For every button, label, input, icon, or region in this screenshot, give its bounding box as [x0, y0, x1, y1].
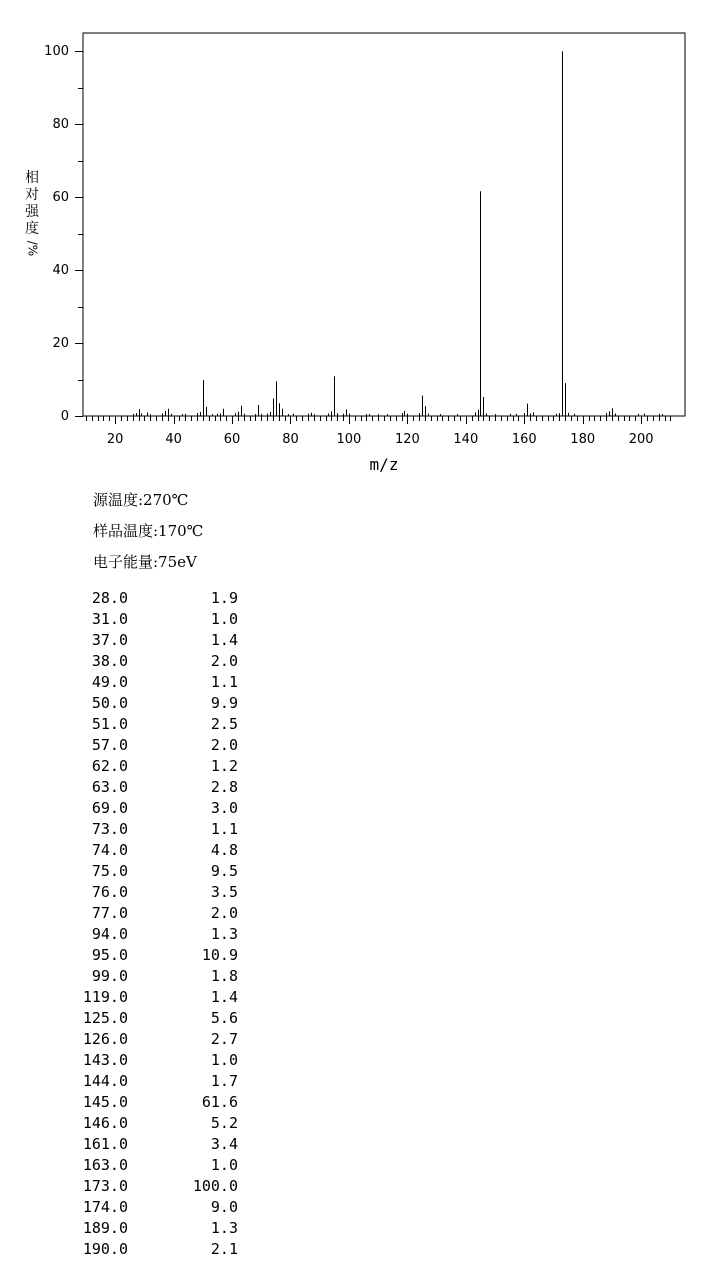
- y-axis: [44, 44, 83, 424]
- peak-mz: 62.0: [91, 757, 128, 775]
- peak-mz: 69.0: [91, 799, 128, 817]
- peak-table: [60, 588, 238, 1260]
- peak-table-row: [60, 945, 238, 966]
- peak-mz: 77.0: [91, 904, 128, 922]
- peak-mz: 144.0: [82, 1072, 128, 1090]
- peak-table-row: [60, 588, 238, 609]
- peak-table-row: [60, 672, 238, 693]
- y-tick-label: 80: [52, 117, 69, 133]
- peak-intensity: 3.4: [210, 1135, 238, 1153]
- peak-table-row: [60, 840, 238, 861]
- peak-intensity: 9.5: [210, 862, 238, 880]
- peak-intensity: 1.1: [210, 673, 238, 691]
- peak-intensity: 2.0: [210, 736, 238, 754]
- peak-mz: 75.0: [91, 862, 128, 880]
- peak-mz: 31.0: [91, 610, 128, 628]
- peak-intensity: 1.1: [210, 820, 238, 838]
- peak-table-row: [60, 1134, 238, 1155]
- peak-mz: 146.0: [82, 1114, 128, 1132]
- acquisition-parameters: [93, 490, 203, 583]
- y-tick-label: 100: [44, 44, 69, 60]
- peak-mz: 145.0: [82, 1093, 128, 1111]
- peak-mz: 28.0: [91, 589, 128, 607]
- sample-temperature: 样品温度:170℃: [93, 522, 204, 540]
- x-axis: [87, 416, 671, 447]
- peak-intensity: 9.0: [210, 1198, 238, 1216]
- peak-mz: 143.0: [82, 1051, 128, 1069]
- y-axis-label: [22, 170, 42, 257]
- x-tick-label: 140: [453, 432, 479, 447]
- peak-mz: 99.0: [91, 967, 128, 985]
- peak-intensity: 100.0: [192, 1177, 238, 1195]
- peak-table-row: [60, 1113, 238, 1134]
- peak-mz: 38.0: [91, 652, 128, 670]
- y-axis-label-unit: /%: [25, 240, 40, 257]
- peak-mz: 161.0: [82, 1135, 128, 1153]
- peak-intensity: 3.0: [210, 799, 238, 817]
- peak-table-row: [60, 798, 238, 819]
- peak-intensity: 2.5: [210, 715, 238, 733]
- peak-mz: 173.0: [82, 1177, 128, 1195]
- x-tick-label: 180: [570, 432, 596, 447]
- x-tick-label: 100: [336, 432, 362, 447]
- peak-intensity: 5.2: [210, 1114, 238, 1132]
- peak-intensity: 1.8: [210, 967, 238, 985]
- peak-mz: 57.0: [91, 736, 128, 754]
- peak-intensity: 2.1: [210, 1240, 238, 1258]
- y-tick-label: 40: [52, 263, 69, 279]
- peak-table-row: [60, 693, 238, 714]
- peak-intensity: 1.7: [210, 1072, 238, 1090]
- x-tick-label: 80: [282, 432, 299, 447]
- x-tick-label: 120: [394, 432, 420, 447]
- x-tick-label: 60: [223, 432, 241, 447]
- peak-mz: 49.0: [91, 673, 128, 691]
- peak-mz: 76.0: [91, 883, 128, 901]
- peak-table-row: [60, 1197, 238, 1218]
- y-tick-label: 20: [52, 336, 69, 352]
- peak-table-row: [60, 1050, 238, 1071]
- y-axis-label-char: 相: [25, 170, 39, 186]
- peak-mz: 119.0: [82, 988, 128, 1006]
- peak-table-row: [60, 609, 238, 630]
- y-axis-label-char: 对: [25, 187, 39, 203]
- peak-mz: 163.0: [82, 1156, 128, 1174]
- peak-mz: 94.0: [91, 925, 128, 943]
- x-axis-label: m/z: [369, 455, 399, 474]
- peak-mz: 125.0: [82, 1009, 128, 1027]
- electron-energy: 电子能量:75eV: [93, 553, 197, 571]
- peak-table-row: [60, 777, 238, 798]
- y-axis-label-char: 强: [25, 204, 39, 220]
- y-tick-label: 0: [60, 409, 69, 424]
- peak-table-row: [60, 735, 238, 756]
- peak-table-row: [60, 630, 238, 651]
- peak-intensity: 9.9: [210, 694, 238, 712]
- peak-intensity: 1.3: [210, 925, 238, 943]
- source-temperature: 源温度:270℃: [93, 491, 189, 509]
- peak-intensity: 1.0: [210, 1051, 238, 1069]
- peak-table-row: [60, 1008, 238, 1029]
- spectrum-bars: [134, 51, 663, 416]
- peak-table-row: [60, 1176, 238, 1197]
- peak-intensity: 2.8: [210, 778, 238, 796]
- peak-intensity: 4.8: [210, 841, 238, 859]
- x-tick-label: 200: [628, 432, 654, 447]
- peak-intensity: 1.0: [210, 1156, 238, 1174]
- x-tick-label: 160: [511, 432, 537, 447]
- peak-table-row: [60, 1071, 238, 1092]
- peak-intensity: 3.5: [210, 883, 238, 901]
- peak-intensity: 1.3: [210, 1219, 238, 1237]
- peak-intensity: 61.6: [201, 1093, 238, 1111]
- peak-mz: 73.0: [91, 820, 128, 838]
- peak-table-row: [60, 651, 238, 672]
- y-tick-label: 60: [52, 190, 69, 206]
- peak-table-row: [60, 1092, 238, 1113]
- peak-intensity: 10.9: [201, 946, 238, 964]
- peak-mz: 126.0: [82, 1030, 128, 1048]
- peak-mz: 37.0: [91, 631, 128, 649]
- peak-mz: 50.0: [91, 694, 128, 712]
- peak-intensity: 1.4: [210, 631, 238, 649]
- peak-mz: 95.0: [91, 946, 128, 964]
- peak-intensity: 2.0: [210, 904, 238, 922]
- peak-table-row: [60, 756, 238, 777]
- peak-table-row: [60, 1155, 238, 1176]
- peak-table-row: [60, 1029, 238, 1050]
- peak-table-row: [60, 1239, 238, 1260]
- peak-table-row: [60, 903, 238, 924]
- peak-intensity: 2.7: [210, 1030, 238, 1048]
- x-tick-label: 20: [106, 432, 124, 447]
- peak-table-row: [60, 987, 238, 1008]
- y-axis-label-char: 度: [25, 221, 39, 237]
- peak-mz: 74.0: [91, 841, 128, 859]
- peak-mz: 63.0: [91, 778, 128, 796]
- plot-frame: [83, 33, 685, 416]
- peak-intensity: 1.0: [210, 610, 238, 628]
- peak-intensity: 2.0: [210, 652, 238, 670]
- peak-table-row: [60, 861, 238, 882]
- peak-table-row: [60, 924, 238, 945]
- peak-table-row: [60, 966, 238, 987]
- peak-mz: 51.0: [91, 715, 128, 733]
- x-tick-label: 40: [165, 432, 182, 447]
- peak-intensity: 5.6: [210, 1009, 238, 1027]
- peak-table-row: [60, 882, 238, 903]
- peak-table-row: [60, 1218, 238, 1239]
- peak-mz: 174.0: [82, 1198, 128, 1216]
- peak-intensity: 1.2: [210, 757, 238, 775]
- peak-mz: 189.0: [82, 1219, 128, 1237]
- peak-table-row: [60, 714, 238, 735]
- peak-mz: 190.0: [82, 1240, 128, 1258]
- peak-intensity: 1.4: [210, 988, 238, 1006]
- peak-table-row: [60, 819, 238, 840]
- peak-intensity: 1.9: [210, 589, 238, 607]
- mass-spectrum-chart: [0, 0, 709, 480]
